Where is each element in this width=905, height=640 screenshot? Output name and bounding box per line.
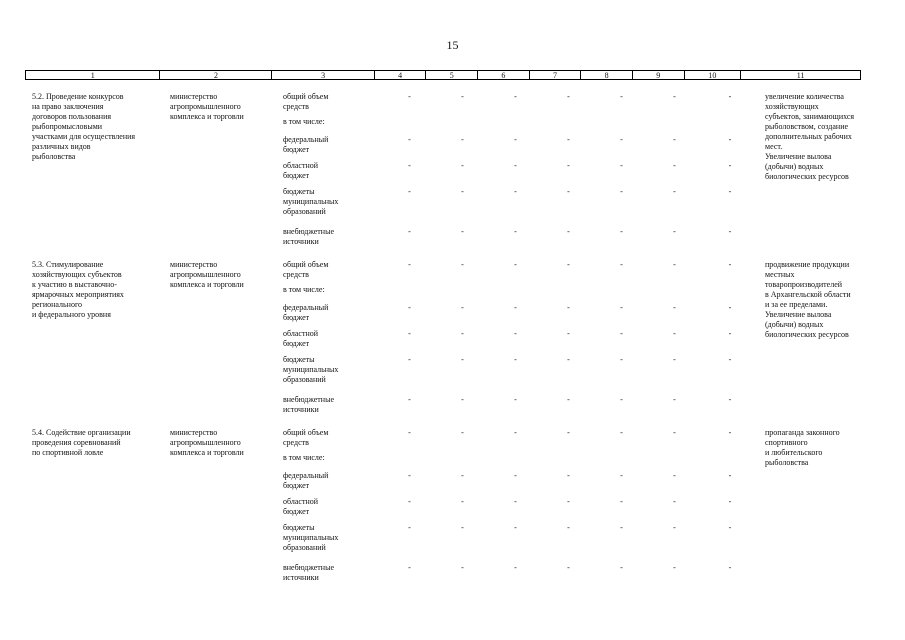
expected-result: продвижение продукции местных товаропроизводителей в Архангельской области и за ее пределами. Увеличение вылова (добычи) водных биологических ресурсов [765, 260, 851, 339]
empty-value-dash: - [673, 329, 676, 338]
empty-value-dash: - [728, 471, 732, 480]
empty-value-dash: - [567, 428, 570, 437]
empty-value-dash: - [461, 187, 464, 196]
empty-value-dash: - [620, 355, 623, 364]
empty-value-dash: - [408, 161, 411, 170]
funding-source: общий объем средств [283, 92, 329, 111]
funding-source: внебюджетные источники [283, 227, 334, 246]
empty-value-dash: - [408, 260, 411, 269]
empty-value-dash: - [567, 329, 570, 338]
header-col-3: 3 [272, 71, 374, 79]
empty-value-dash: - [567, 497, 570, 506]
empty-value-dash: - [461, 303, 464, 312]
empty-value-dash: - [461, 497, 464, 506]
funding-source: общий объем средств [283, 260, 329, 279]
funding-source: общий объем средств [283, 428, 329, 447]
empty-value-dash: - [461, 355, 464, 364]
empty-value-dash: - [514, 428, 517, 437]
empty-value-dash: - [514, 161, 517, 170]
empty-value-dash: - [673, 161, 676, 170]
empty-value-dash: - [514, 471, 517, 480]
header-col-7: 7 [530, 71, 582, 79]
funding-source: в том числе: [283, 285, 325, 294]
empty-value-dash: - [673, 395, 676, 404]
empty-value-dash: - [728, 428, 732, 437]
empty-value-dash: - [461, 563, 464, 572]
empty-value-dash: - [567, 92, 570, 101]
empty-value-dash: - [408, 428, 411, 437]
empty-value-dash: - [461, 428, 464, 437]
funding-source: областной бюджет [283, 161, 319, 180]
header-col-9: 9 [633, 71, 685, 79]
empty-value-dash: - [461, 395, 464, 404]
header-col-10: 10 [685, 71, 742, 79]
empty-value-dash: - [408, 355, 411, 364]
expected-result: пропаганда законного спортивного и любительского рыболовства [765, 428, 840, 467]
empty-value-dash: - [673, 428, 676, 437]
header-col-1: 1 [26, 71, 160, 79]
empty-value-dash: - [620, 523, 623, 532]
empty-value-dash: - [728, 395, 732, 404]
empty-value-dash: - [620, 260, 623, 269]
empty-value-dash: - [514, 395, 517, 404]
empty-value-dash: - [620, 329, 623, 338]
empty-value-dash: - [673, 187, 676, 196]
header-col-8: 8 [581, 71, 633, 79]
empty-value-dash: - [567, 227, 570, 236]
empty-value-dash: - [620, 135, 623, 144]
empty-value-dash: - [567, 135, 570, 144]
empty-value-dash: - [461, 329, 464, 338]
activity-name: 5.4. Содействие организации проведения соревнований по спортивной ловле [32, 428, 131, 457]
empty-value-dash: - [514, 92, 517, 101]
empty-value-dash: - [673, 227, 676, 236]
empty-value-dash: - [567, 161, 570, 170]
empty-value-dash: - [728, 563, 732, 572]
header-col-4: 4 [375, 71, 427, 79]
empty-value-dash: - [408, 563, 411, 572]
empty-value-dash: - [673, 563, 676, 572]
empty-value-dash: - [673, 355, 676, 364]
funding-source: бюджеты муниципальных образований [283, 187, 339, 216]
empty-value-dash: - [567, 187, 570, 196]
empty-value-dash: - [514, 329, 517, 338]
empty-value-dash: - [514, 523, 517, 532]
empty-value-dash: - [567, 395, 570, 404]
funding-source: федеральный бюджет [283, 471, 329, 490]
page-number: 15 [446, 38, 459, 52]
empty-value-dash: - [620, 497, 623, 506]
empty-value-dash: - [673, 471, 676, 480]
empty-value-dash: - [514, 563, 517, 572]
empty-value-dash: - [620, 92, 623, 101]
empty-value-dash: - [514, 355, 517, 364]
empty-value-dash: - [408, 523, 411, 532]
empty-value-dash: - [728, 227, 732, 236]
empty-value-dash: - [408, 135, 411, 144]
empty-value-dash: - [567, 471, 570, 480]
empty-value-dash: - [728, 161, 732, 170]
empty-value-dash: - [514, 135, 517, 144]
activity-name: 5.2. Проведение конкурсов на право заключения договоров пользования рыбопромысловыми участками для осуществления различных видов рыболовства [32, 92, 136, 161]
empty-value-dash: - [408, 497, 411, 506]
empty-value-dash: - [514, 227, 517, 236]
header-col-11: 11 [796, 71, 805, 80]
empty-value-dash: - [567, 260, 570, 269]
empty-value-dash: - [673, 497, 676, 506]
empty-value-dash: - [461, 161, 464, 170]
expected-result: увеличение количества хозяйствующих субъектов, занимающихся рыболовством, создание дополнительных рабочих мест. Увеличение вылова (добычи) водных биологических ресурсов [765, 92, 855, 181]
empty-value-dash: - [620, 227, 623, 236]
funding-source: в том числе: [283, 117, 325, 126]
empty-value-dash: - [461, 523, 464, 532]
empty-value-dash: - [620, 161, 623, 170]
empty-value-dash: - [408, 187, 411, 196]
empty-value-dash: - [620, 428, 623, 437]
empty-value-dash: - [728, 187, 732, 196]
empty-value-dash: - [728, 355, 732, 364]
empty-value-dash: - [728, 303, 732, 312]
funding-source: областной бюджет [283, 329, 319, 348]
empty-value-dash: - [728, 92, 732, 101]
funding-source: федеральный бюджет [283, 303, 329, 322]
empty-value-dash: - [461, 135, 464, 144]
funding-source: внебюджетные источники [283, 395, 334, 414]
activity-name: 5.3. Стимулирование хозяйствующих субъектов к участию в выставочно- ярмарочных мероприятиях регионального и федерального уровня [32, 260, 124, 319]
funding-source: в том числе: [283, 453, 325, 462]
empty-value-dash: - [728, 260, 732, 269]
empty-value-dash: - [514, 497, 517, 506]
header-col-5: 5 [426, 71, 478, 79]
empty-value-dash: - [408, 395, 411, 404]
empty-value-dash: - [408, 471, 411, 480]
empty-value-dash: - [620, 187, 623, 196]
empty-value-dash: - [567, 523, 570, 532]
funding-source: бюджеты муниципальных образований [283, 355, 339, 384]
table-header-row [25, 70, 861, 80]
empty-value-dash: - [567, 355, 570, 364]
empty-value-dash: - [673, 523, 676, 532]
empty-value-dash: - [514, 187, 517, 196]
empty-value-dash: - [567, 303, 570, 312]
empty-value-dash: - [514, 303, 517, 312]
empty-value-dash: - [673, 303, 676, 312]
empty-value-dash: - [620, 563, 623, 572]
empty-value-dash: - [620, 303, 623, 312]
funding-source: внебюджетные источники [283, 563, 334, 582]
empty-value-dash: - [408, 92, 411, 101]
header-col-2: 2 [160, 71, 272, 79]
empty-value-dash: - [408, 303, 411, 312]
empty-value-dash: - [728, 523, 732, 532]
empty-value-dash: - [461, 471, 464, 480]
empty-value-dash: - [728, 329, 732, 338]
executor-name: министерство агропромышленного комплекса и торговли [170, 260, 244, 289]
header-col-6: 6 [478, 71, 530, 79]
empty-value-dash: - [673, 135, 676, 144]
empty-value-dash: - [461, 260, 464, 269]
empty-value-dash: - [408, 227, 411, 236]
empty-value-dash: - [408, 329, 411, 338]
empty-value-dash: - [673, 260, 676, 269]
empty-value-dash: - [728, 497, 732, 506]
empty-value-dash: - [461, 92, 464, 101]
funding-source: федеральный бюджет [283, 135, 329, 154]
empty-value-dash: - [673, 92, 676, 101]
empty-value-dash: - [728, 135, 732, 144]
empty-value-dash: - [514, 260, 517, 269]
executor-name: министерство агропромышленного комплекса и торговли [170, 92, 244, 121]
empty-value-dash: - [620, 471, 623, 480]
funding-source: областной бюджет [283, 497, 319, 516]
empty-value-dash: - [461, 227, 464, 236]
executor-name: министерство агропромышленного комплекса и торговли [170, 428, 244, 457]
empty-value-dash: - [620, 395, 623, 404]
empty-value-dash: - [567, 563, 570, 572]
funding-source: бюджеты муниципальных образований [283, 523, 339, 552]
